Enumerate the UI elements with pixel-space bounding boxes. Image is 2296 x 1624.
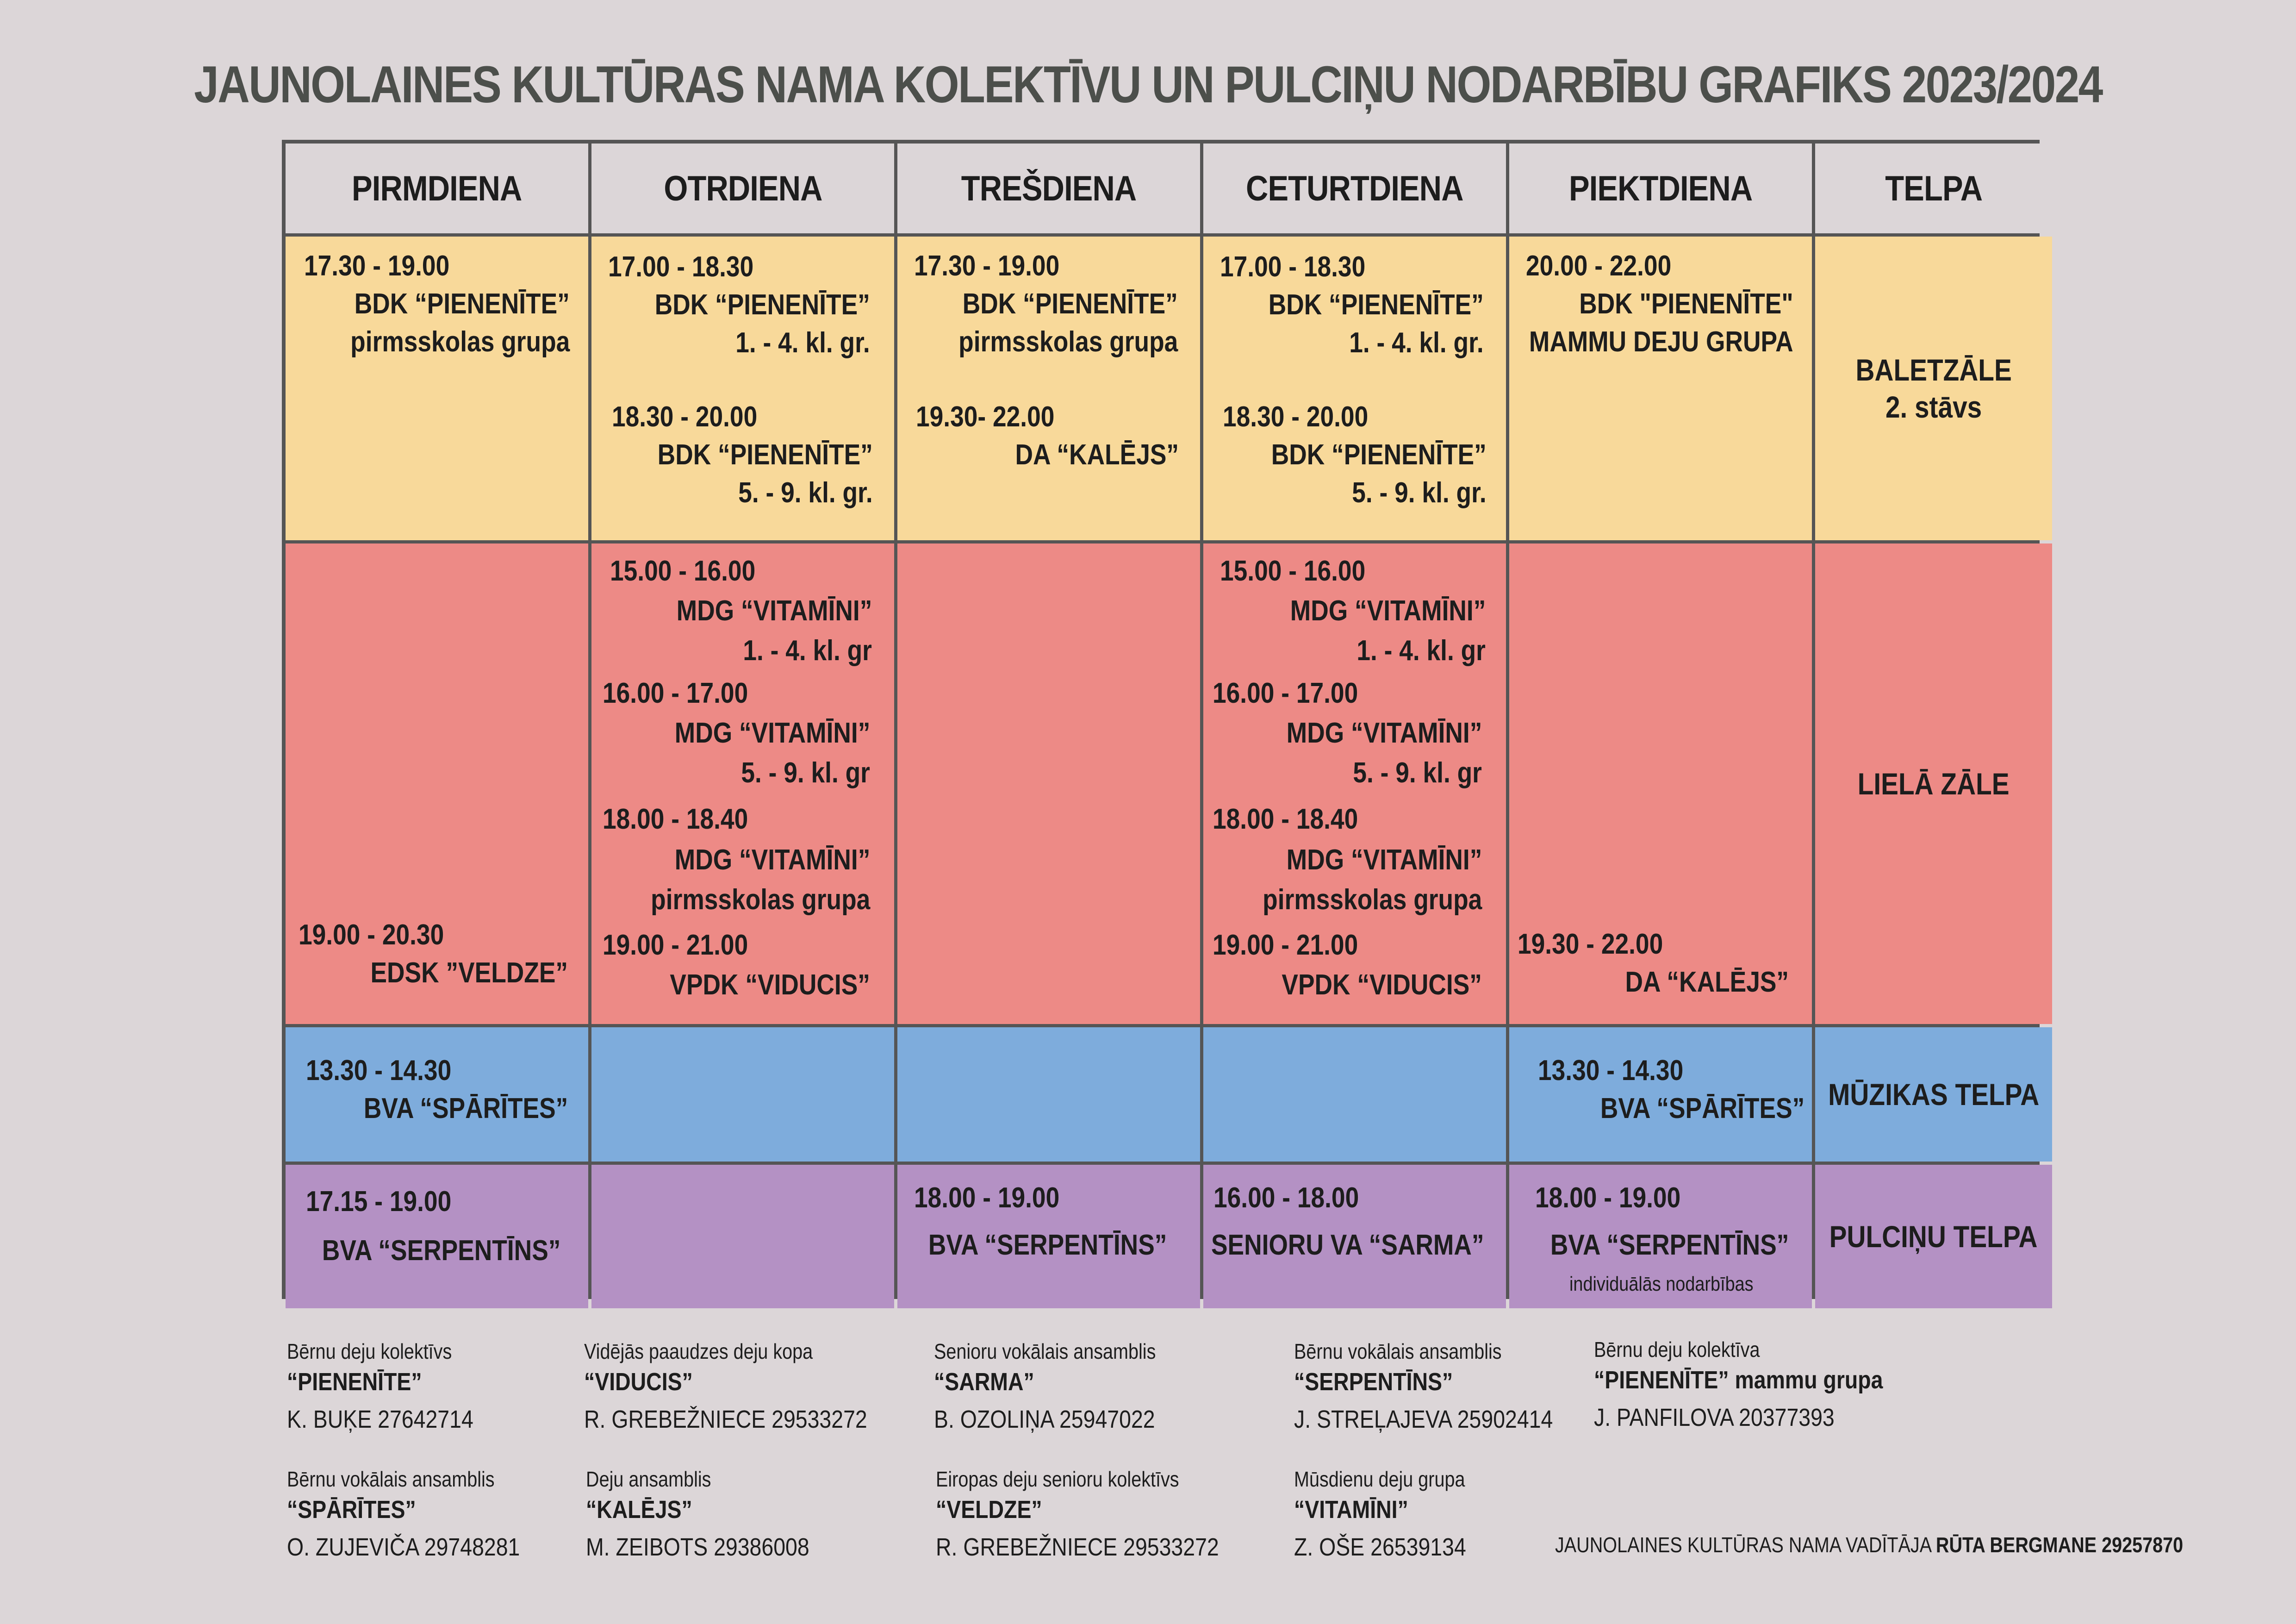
group-sub-label: pirmsskolas grupa <box>650 884 870 916</box>
group-label: BVA “SPĀRĪTES” <box>1600 1093 1804 1124</box>
group-label: VPDK “VIDUCIS” <box>1282 969 1482 1001</box>
group-label: DA “KALĒJS” <box>1625 966 1789 998</box>
baletzale-thu-cell <box>1203 237 1506 540</box>
muzikas-telpa-fri-cell <box>1509 1027 1812 1162</box>
header-pirmdiena: PIRMDIENA <box>286 144 588 233</box>
time-label: 13.30 - 14.30 <box>1538 1055 1684 1087</box>
contact-block: Bērnu deju kolektīva “PIENENĪTE” mammu grupa J. PANFILOVA 20377393 <box>1594 1337 1883 1431</box>
header-otrdiena: OTRDIENA <box>591 144 894 233</box>
group-sub-label: pirmsskolas grupa <box>958 326 1178 358</box>
group-label: BVA “SPĀRĪTES” <box>363 1093 568 1124</box>
time-label: 18.00 - 19.00 <box>914 1182 1060 1214</box>
contact-block: Bērnu vokālais ansamblis “SPĀRĪTES” O. ZUJEVIČA 29748281 <box>287 1467 520 1561</box>
muzikas-telpa-thu-cell <box>1203 1027 1506 1162</box>
group-note-label: individuālās nodarbības <box>1569 1273 1754 1295</box>
group-label: BVA “SERPENTĪNS” <box>928 1229 1167 1261</box>
group-label: DA “KALĒJS” <box>1015 439 1179 471</box>
liela-zale-mon-cell <box>286 543 588 1024</box>
liela-zale-fri-cell <box>1509 543 1812 1024</box>
group-label: EDSK ”VELDZE” <box>370 957 568 989</box>
contact-block: Eiropas deju senioru kolektīvs “VELDZE” R. GREBEŽNIECE 29533272 <box>936 1467 1219 1561</box>
group-label: SENIORU VA “SARMA” <box>1211 1229 1484 1261</box>
group-label: BVA “SERPENTĪNS” <box>322 1235 560 1267</box>
time-label: 19.00 - 20.30 <box>299 919 444 951</box>
pulcinu-telpa-fri-cell <box>1509 1165 1812 1308</box>
time-label: 18.00 - 18.40 <box>1213 803 1358 835</box>
time-label: 17.30 - 19.00 <box>914 250 1060 282</box>
muzikas-telpa-mon-cell <box>286 1027 588 1162</box>
time-label: 15.00 - 16.00 <box>1220 555 1366 587</box>
group-sub-label: 1. - 4. kl. gr <box>1356 635 1486 667</box>
time-label: 18.00 - 19.00 <box>1535 1182 1681 1214</box>
muzikas-telpa-tue-cell <box>591 1027 894 1162</box>
contact-block: Senioru vokālais ansamblis “SARMA” B. OZOLIŅA 25947022 <box>934 1339 1156 1433</box>
director-name: RŪTA BERGMANE 29257870 <box>1935 1533 2184 1557</box>
room-muzikas-telpa: MŪZIKAS TELPA <box>1815 1027 2052 1162</box>
time-label: 19.00 - 21.00 <box>1213 929 1358 961</box>
group-label: BDK “PIENENĪTE” <box>354 288 570 320</box>
time-label: 17.00 - 18.30 <box>608 251 754 283</box>
room-baletzale: BALETZĀLE 2. stāvs <box>1815 237 2052 540</box>
group-label: BDK "PIENENĪTE" <box>1579 288 1793 320</box>
time-label: 17.15 - 19.00 <box>306 1186 452 1218</box>
group-sub-label: pirmsskolas grupa <box>350 326 570 358</box>
group-label: MDG “VITAMĪNI” <box>674 717 870 749</box>
time-label: 15.00 - 16.00 <box>610 555 756 587</box>
header-ceturtdiena: CETURTDIENA <box>1203 144 1506 233</box>
schedule-table <box>282 140 2040 1299</box>
contact-block: Mūsdienu deju grupa “VITAMĪNI” Z. OŠE 26539134 <box>1294 1467 1466 1561</box>
group-label: MDG “VITAMĪNI” <box>1290 595 1486 627</box>
time-label: 18.30 - 20.00 <box>612 401 758 433</box>
baletzale-tue-cell <box>591 237 894 540</box>
group-sub-label: MAMMU DEJU GRUPA <box>1529 326 1793 358</box>
group-sub-label: 5. - 9. kl. gr <box>1353 757 1482 789</box>
time-label: 16.00 - 18.00 <box>1213 1182 1359 1214</box>
muzikas-telpa-wed-cell <box>897 1027 1200 1162</box>
group-sub-label: 1. - 4. kl. gr. <box>735 327 870 359</box>
page-title: JAUNOLAINES KULTŪRAS NAMA KOLEKTĪVU UN PULCIŅU NODARBĪBU GRAFIKS 2023/2024 <box>194 56 2102 113</box>
pulcinu-telpa-tue-cell <box>591 1165 894 1308</box>
header-piektdiena: PIEKTDIENA <box>1509 144 1812 233</box>
group-label: BDK “PIENENĪTE” <box>1268 289 1484 321</box>
time-label: 20.00 - 22.00 <box>1526 250 1672 282</box>
group-sub-label: 1. - 4. kl. gr <box>743 635 872 667</box>
time-label: 19.00 - 21.00 <box>603 929 748 961</box>
group-label: BDK “PIENENĪTE” <box>962 288 1178 320</box>
header-tresdiena: TREŠDIENA <box>897 144 1200 233</box>
time-label: 17.30 - 19.00 <box>304 250 450 282</box>
room-pulcinu-telpa: PULCIŅU TELPA <box>1815 1165 2052 1308</box>
contact-block: Vidējās paaudzes deju kopa “VIDUCIS” R. GREBEŽNIECE 29533272 <box>584 1339 867 1433</box>
pulcinu-telpa-wed-cell <box>897 1165 1200 1308</box>
director-line <box>1555 1532 2183 1557</box>
group-label: BDK “PIENENĪTE” <box>1271 439 1487 471</box>
time-label: 18.00 - 18.40 <box>603 803 748 835</box>
group-sub-label: 5. - 9. kl. gr. <box>1352 477 1487 509</box>
room-liela-zale: LIELĀ ZĀLE <box>1815 543 2052 1024</box>
contact-block: Bērnu vokālais ansamblis “SERPENTĪNS” J. STREĻAJEVA 25902414 <box>1294 1339 1553 1433</box>
time-label: 16.00 - 17.00 <box>1213 677 1358 709</box>
group-label: MDG “VITAMĪNI” <box>674 844 870 876</box>
time-label: 17.00 - 18.30 <box>1220 251 1366 283</box>
baletzale-fri-cell <box>1509 237 1812 540</box>
group-sub-label: 1. - 4. kl. gr. <box>1349 327 1484 359</box>
group-label: MDG “VITAMĪNI” <box>1286 844 1482 876</box>
contact-block: Deju ansamblis “KALĒJS” M. ZEIBOTS 29386008 <box>586 1467 809 1561</box>
time-label: 16.00 - 17.00 <box>603 677 748 709</box>
group-label: VPDK “VIDUCIS” <box>670 969 870 1001</box>
pulcinu-telpa-mon-cell <box>286 1165 588 1308</box>
time-label: 19.30 - 22.00 <box>1518 928 1663 960</box>
liela-zale-wed-cell <box>897 543 1200 1024</box>
time-label: 18.30 - 20.00 <box>1223 401 1369 433</box>
group-label: BDK “PIENENĪTE” <box>654 289 870 321</box>
baletzale-wed-cell <box>897 237 1200 540</box>
liela-zale-thu-cell <box>1203 543 1506 1024</box>
baletzale-mon-cell <box>286 237 588 540</box>
group-label: MDG “VITAMĪNI” <box>676 595 872 627</box>
group-label: BDK “PIENENĪTE” <box>657 439 873 471</box>
time-label: 13.30 - 14.30 <box>306 1055 452 1087</box>
group-sub-label: 5. - 9. kl. gr <box>741 757 870 789</box>
group-label: MDG “VITAMĪNI” <box>1286 717 1482 749</box>
group-sub-label: pirmsskolas grupa <box>1262 884 1482 916</box>
liela-zale-tue-cell <box>591 543 894 1024</box>
header-telpa: TELPA <box>1815 144 2052 233</box>
group-label: BVA “SERPENTĪNS” <box>1550 1229 1789 1261</box>
contact-block: Bērnu deju kolektīvs “PIENENĪTE” K. BUĶE 27642714 <box>287 1339 473 1433</box>
time-label: 19.30- 22.00 <box>916 401 1055 433</box>
pulcinu-telpa-thu-cell <box>1203 1165 1506 1308</box>
group-sub-label: 5. - 9. kl. gr. <box>738 477 873 509</box>
director-label: JAUNOLAINES KULTŪRAS NAMA VADĪTĀJA <box>1555 1533 1931 1557</box>
